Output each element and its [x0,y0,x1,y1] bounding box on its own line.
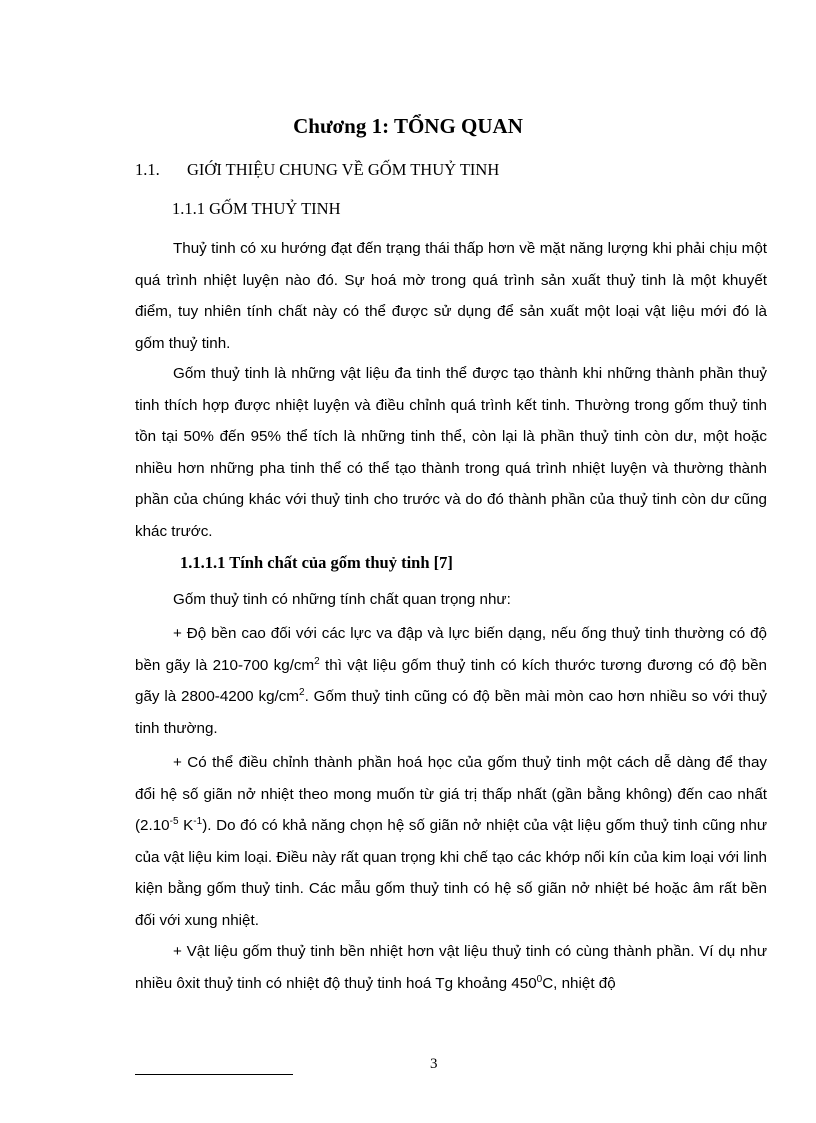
property-1-text-a: + Độ bền cao đối với các lực va đập và lực biến dạng, nếu ống thuỷ tinh thường có độ bền gãy là 210-700 kg/cm [135,625,767,674]
superscript: 2 [314,655,320,667]
property-1-text-b: thì vật liệu gốm thuỷ tinh có kích thước tương đương có độ bền gãy là 2800-4200 kg/cm [135,656,767,705]
property-item-3 [135,936,767,999]
section-title: GIỚI THIỆU CHUNG VỀ GỐM THUỶ TINH [187,160,500,179]
subsubsection-heading: 1.1.1.1 Tính chất của gốm thuỷ tinh [7] [180,553,453,572]
property-3-text-b: C, nhiệt độ [542,974,616,992]
section-number: 1.1. [135,160,160,179]
footnote-separator [135,1074,293,1075]
superscript: 2 [299,686,305,698]
properties-intro: Gốm thuỷ tinh có những tính chất quan trọng như: [173,591,511,608]
section-heading [135,160,499,180]
property-1-text-c: . Gốm thuỷ tinh cũng có độ bền mài mòn cao hơn nhiều so với thuỷ tinh thường. [135,688,768,737]
property-3-text-a: + Vật liệu gốm thuỷ tinh bền nhiệt hơn vật liệu thuỷ tinh có cùng thành phần. Ví dụ như nhiều ôxit thuỷ tinh có nhiệt độ thuỷ tinh hoá Tg khoảng 450 [135,943,767,992]
page-number: 3 [430,1056,438,1072]
paragraph-1: Thuỷ tinh có xu hướng đạt đến trạng thái thấp hơn về mặt năng lượng khi phải chịu một quá trình nhiệt luyện nào đó. Sự hoá mờ trong quá trình sản xuất thuỷ tinh là một khuyết điểm, tuy nhiên tính chất này có thể được sử dụng để sản xuất một loại vật liệu mới đó là gốm thuỷ tinh. [135,240,767,352]
superscript: 0 [536,973,543,985]
property-2-text-c: ). Do đó có khả năng chọn hệ số giãn nở nhiệt của vật liệu gốm thuỷ tinh cũng như của vật liệu kim loại. Điều này rất quan trọng khi chế tạo các khớp nối kín của kim loại với linh kiện bằng gốm thuỷ tinh. Các mẫu gốm thuỷ tinh có hệ số giãn nở nhiệt bé hoặc âm rất bền đối với xung nhiệt. [135,817,767,929]
superscript: -1 [193,815,203,827]
superscript: -5 [169,815,179,827]
property-item-1 [135,618,767,744]
property-2-text-b: K [178,817,194,834]
subsection-heading: 1.1.1 GỐM THUỶ TINH [172,199,341,218]
property-item-2 [135,747,767,936]
paragraph-2: Gốm thuỷ tinh là những vật liệu đa tinh thể được tạo thành khi những thành phần thuỷ tinh thích hợp được nhiệt luyện và điều chỉnh quá trình kết tinh. Thường trong gốm thuỷ tinh tồn tại 50% đến 95% thể tích là những tinh thể, còn lại là phần thuỷ tinh còn dư, một hoặc nhiều hơn những pha tinh thể có thể tạo thành trong quá trình nhiệt luyện và thường thành phần của chúng khác với thuỷ tinh cho trước và do đó thành phần của thuỷ tinh còn dư cũng khác trước. [135,365,767,540]
chapter-title: Chương 1: TỔNG QUAN [293,114,523,138]
property-2-text-a: + Có thể điều chỉnh thành phần hoá học của gốm thuỷ tinh một cách dễ dàng để thay đổi hệ số giãn nở nhiệt theo mong muốn từ giá trị thấp nhất (gần bằng không) đến cao nhất (2.10 [135,754,767,834]
